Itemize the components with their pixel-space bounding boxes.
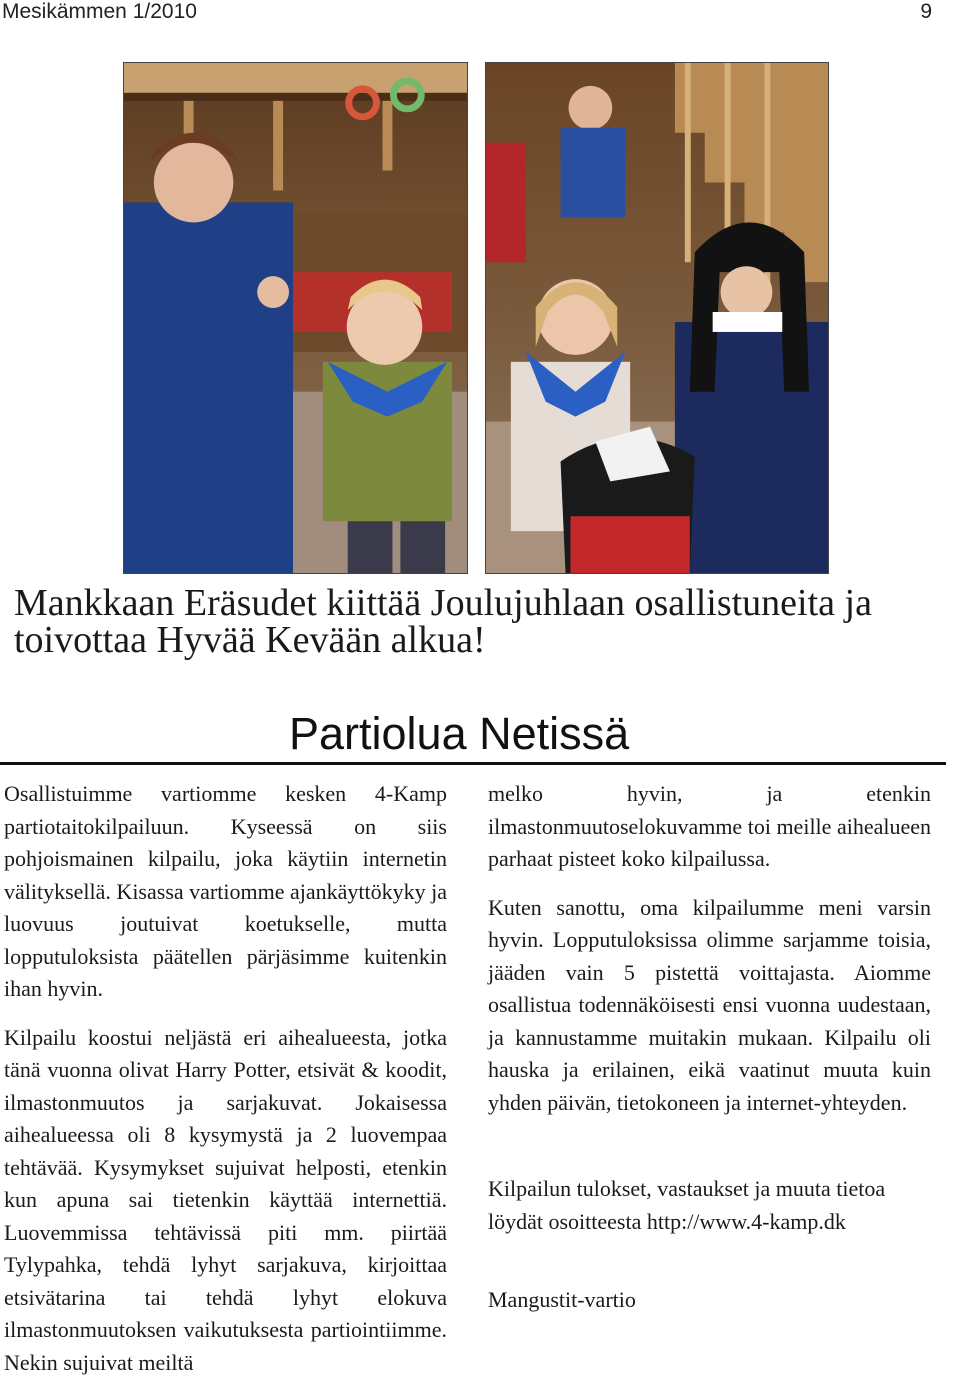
- article-title: Partiolua Netissä: [289, 708, 630, 759]
- results-text: Kilpailun tulokset, vastaukset ja muuta tietoa löydät osoitteesta: [488, 1176, 886, 1234]
- running-header: [0, 0, 960, 30]
- headline: Mankkaan Eräsudet kiittää Joulujuhlaan osallistuneita ja toivottaa Hyvää Kevään alkua!: [14, 582, 872, 661]
- photo-scouts-left-image: [124, 63, 467, 573]
- photo-scouts-left: [123, 62, 468, 574]
- results-paragraph: [488, 1173, 931, 1238]
- photo-scouts-right-image: [486, 63, 828, 573]
- paragraph: Osallistuimme vartiomme kesken 4-Kamp partiotaitokilpailuun. Kyseessä on siis pohjoismainen kilpailu, joka käytiin internetin välityksellä. Kisassa vartiomme ajankäyttökyky ja luovuus joutuivat koetukselle, mutta lopputuloksista päätellen pärjäsimme kuitenkin ihan hyvin.: [4, 781, 447, 1001]
- page-number: 9: [920, 0, 932, 23]
- paragraph: Kilpailu koostui neljästä eri aihealueesta, jotka tänä vuonna olivat Harry Potter, etsivät & koodit, ilmastonmuutos ja sarjakuvat. Jokaisessa aihealueessa oli 8 kysymystä ja 2 luovempaa tehtävää. Kysymykset sujuivat helposti, etenkin kun apuna sai tietenkin käyttää internettiä. Luovemmissa tehtävissä piti mm. piirtää Tylypahka, tehdä lyhyt sarjakuva, kirjoittaa etsivätarina tai tehdä lyhyt elokuva ilmastonmuutoksen vaikutuksesta partiointiimme. Nekin sujuivat meiltä: [4, 1024, 447, 1375]
- photo-scouts-right: [485, 62, 829, 574]
- title-divider: [0, 762, 946, 765]
- article-left-column: [4, 778, 447, 1378]
- paragraph: melko hyvin, ja etenkin ilmastonmuutoselokuvamme toi meille aihealueen parhaat pisteet koko kilpailussa.: [488, 781, 931, 871]
- paragraph: Kuten sanottu, oma kilpailumme meni varsin hyvin. Lopputuloksissa olimme sarjamme toisia, jääden vain 5 pistettä voittajasta. Aiomme osallistua todennäköisesti ensi vuonna uudestaan, ja kannustamme muitakin mukaan. Kilpailu oli hauska ja erilainen, eikä vaatinut muuta kuin yhden päivän, tietokoneen ja internet-yhteyden.: [488, 894, 931, 1115]
- signature: Mangustit-vartio: [488, 1287, 636, 1312]
- publication-name: Mesikämmen 1/2010: [2, 0, 197, 23]
- results-url-link[interactable]: http://www.4-kamp.dk: [646, 1208, 846, 1234]
- article-right-column: [488, 778, 931, 1333]
